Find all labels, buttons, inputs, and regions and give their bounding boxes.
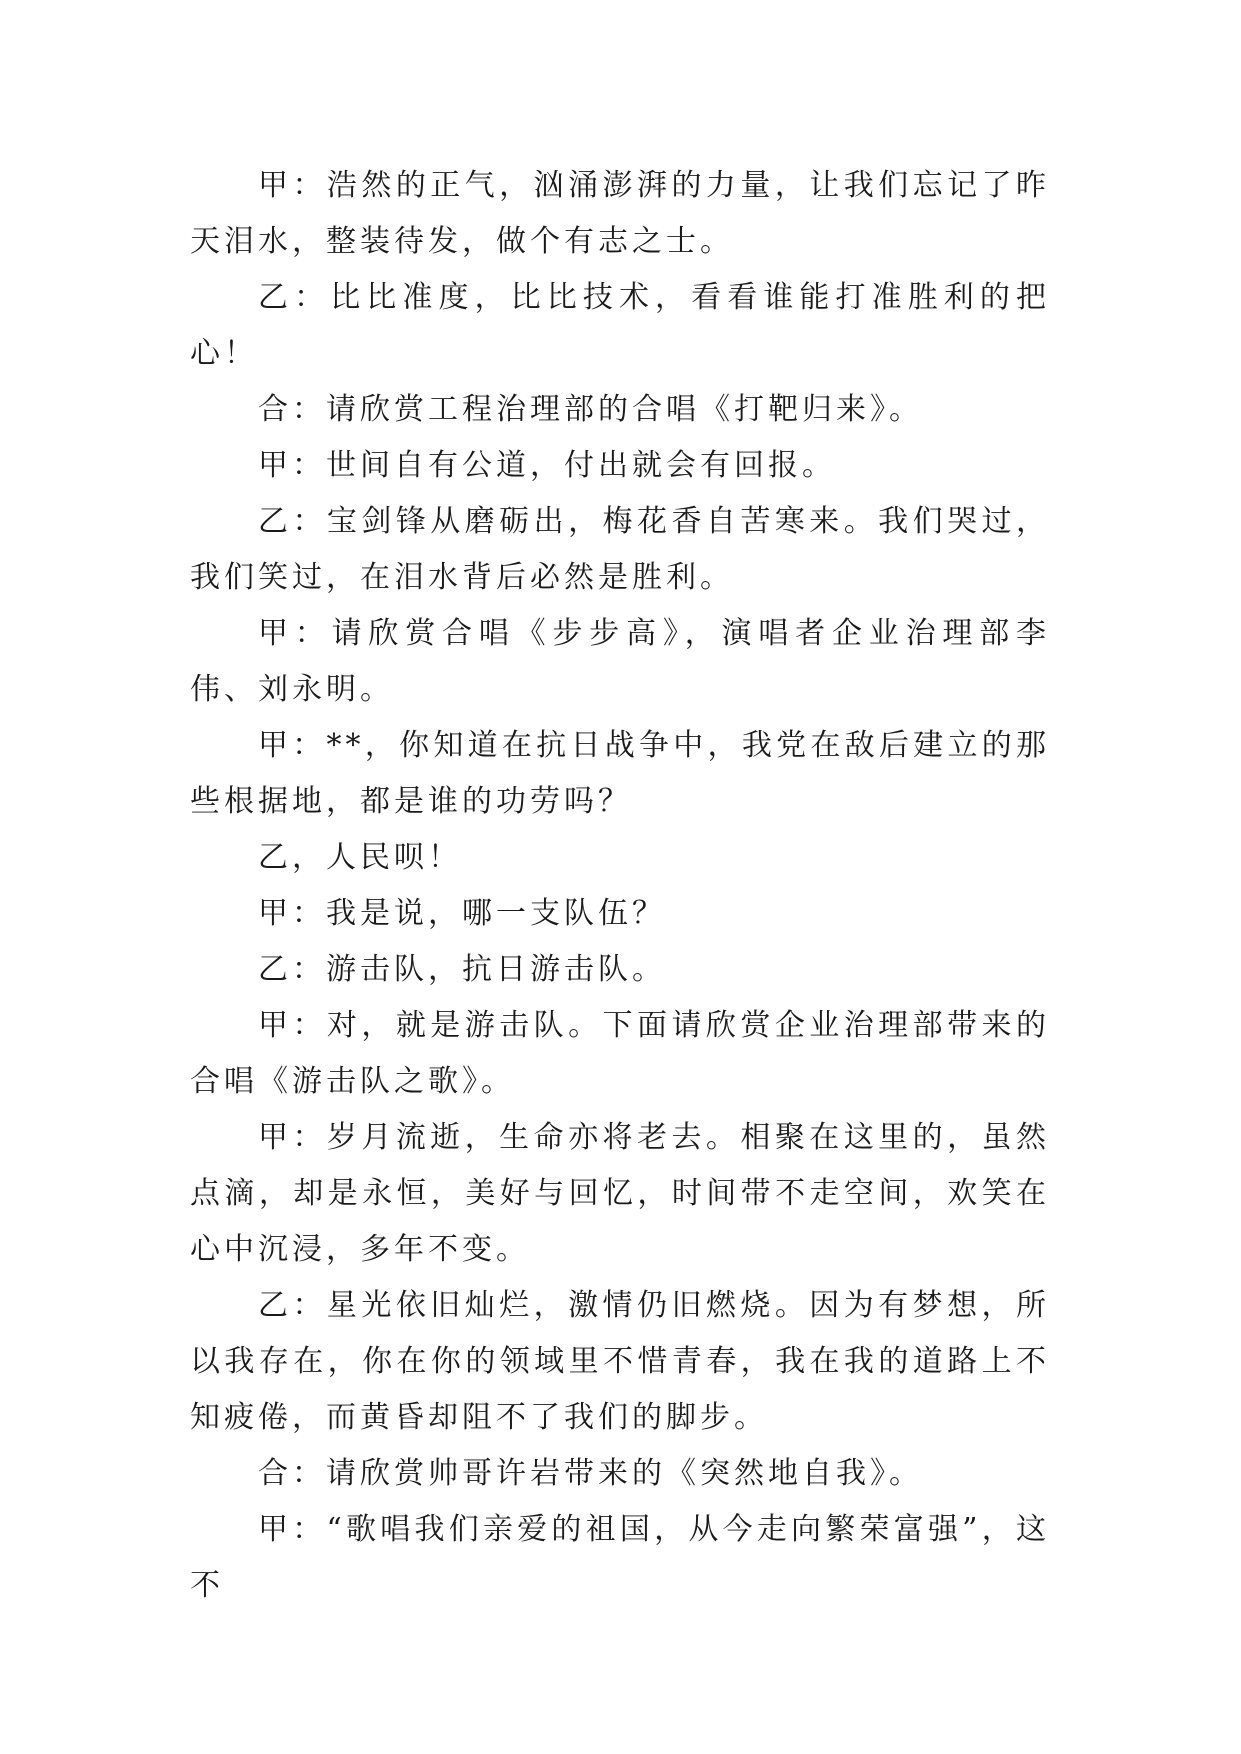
paragraph: 合：请欣赏工程治理部的合唱《打靶归来》。 (258, 392, 923, 427)
paragraph: 甲：**，你知道在抗日战争中，我党在敌后建立的那些根据地，都是谁的功劳吗？ (190, 728, 1050, 819)
paragraph: 甲：对，就是游击队。下面请欣赏企业治理部带来的合唱《游击队之歌》。 (190, 1008, 1050, 1099)
paragraph: 乙：宝剑锋从磨砺出，梅花香自苦寒来。我们哭过，我们笑过，在泪水背后必然是胜利。 (190, 504, 1050, 595)
paragraph: 乙：星光依旧灿烂，激情仍旧燃烧。因为有梦想，所以我存在，你在你的领域里不惜青春，我在我的道路上不知疲倦，而黄昏却阻不了我们的脚步。 (190, 1288, 1050, 1435)
paragraph: 甲：世间自有公道，付出就会有回报。 (258, 448, 836, 483)
paragraph: 合：请欣赏帅哥许岩带来的《突然地自我》。 (258, 1456, 923, 1491)
paragraph: 甲：“歌唱我们亲爱的祖国，从今走向繁荣富强”，这不 (190, 1512, 1050, 1603)
paragraph: 甲：我是说，哪一支队伍？ (258, 896, 666, 931)
paragraph: 甲：请欣赏合唱《步步高》，演唱者企业治理部李伟、刘永明。 (190, 616, 1050, 707)
paragraph: 乙，人民呗！ (258, 840, 462, 875)
document-body (190, 158, 1050, 1614)
paragraph: 甲：岁月流逝，生命亦将老去。相聚在这里的，虽然点滴，却是永恒，美好与回忆，时间带不走空间，欢笑在心中沉浸，多年不变。 (190, 1120, 1050, 1267)
paragraph: 乙：比比准度，比比技术，看看谁能打准胜利的把心！ (190, 280, 1050, 371)
paragraph: 甲：浩然的正气，汹涌澎湃的力量，让我们忘记了昨天泪水，整装待发，做个有志之士。 (190, 168, 1050, 259)
paragraph: 乙：游击队，抗日游击队。 (258, 952, 666, 987)
